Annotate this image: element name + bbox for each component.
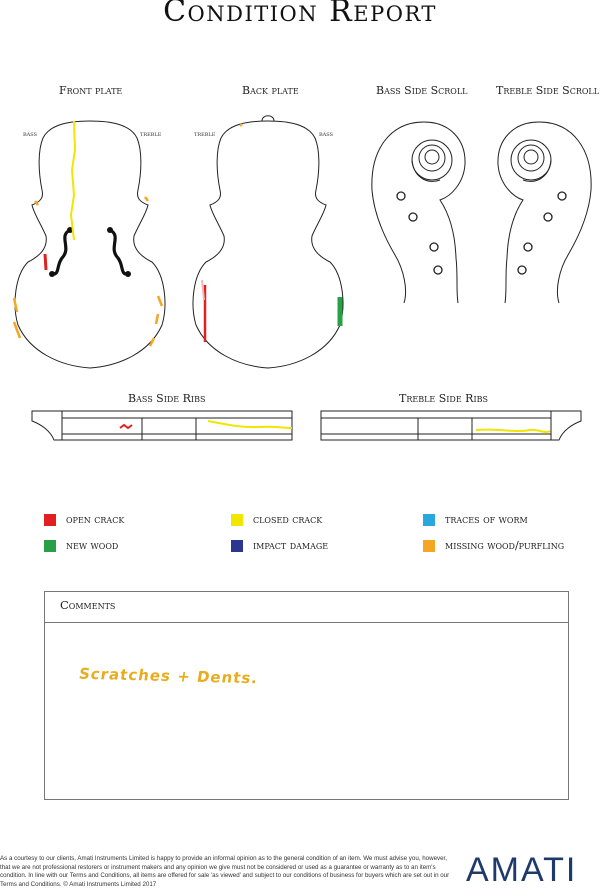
page-title: Condition Report <box>163 0 437 29</box>
legend-missing-wood <box>423 539 564 552</box>
front-missing-wood-left <box>14 298 20 338</box>
back-plate-outline <box>193 116 343 368</box>
back-missing-wood-mark <box>240 124 242 126</box>
comments-heading: Comments <box>45 592 568 623</box>
legend-closed-crack <box>231 513 322 526</box>
bass-ribs-open-crack-mark <box>120 425 132 428</box>
legend-swatch-yellow <box>231 514 243 526</box>
bass-scroll-outline <box>372 122 465 303</box>
footer-disclaimer: As a courtesy to our clients, Amati Instruments Limited is happy to provide an informal opinion as to the general condition of an item. We must advise you, however, that we are not professional restorers or instrument makers and any opinion we give must not be considered or used as a guarantee or warranty as to an item's condition. In line with our Terms and Conditions, all items are offered for sale 'as viewed' and subject to our conditions of business for buyers which are set out in our Terms and Conditions. © Amati Instruments Limited 2017 <box>0 855 450 888</box>
legend-swatch-navy <box>231 540 243 552</box>
comments-handwritten-text: Scratches + Dents. <box>77 664 260 688</box>
back-treble-marker: treble <box>194 130 216 138</box>
legend-swatch-green <box>44 540 56 552</box>
treble-side-ribs-label: Treble Side Ribs <box>399 392 488 405</box>
treble-ribs-closed-crack-mark <box>476 430 550 432</box>
bass-side-ribs <box>32 411 292 440</box>
legend-label: open crack <box>66 513 125 526</box>
bass-side-scroll-label: Bass Side Scroll <box>376 84 468 97</box>
legend-label: missing wood/purfling <box>445 539 565 552</box>
legend-label: traces of worm <box>445 513 528 526</box>
treble-side-ribs <box>321 411 581 440</box>
front-plate-outline <box>15 121 165 368</box>
back-faint-crack <box>202 280 204 300</box>
legend-new-wood <box>44 539 118 552</box>
legend-swatch-red <box>44 514 56 526</box>
front-closed-crack-mark <box>71 121 75 240</box>
back-bass-marker: bass <box>319 130 334 138</box>
bass-side-ribs-label: Bass Side Ribs <box>128 392 206 405</box>
f-holes <box>52 230 128 274</box>
f-hole-ends <box>49 227 131 277</box>
back-plate-label: Back plate <box>242 84 299 97</box>
treble-scroll-outline <box>498 122 591 303</box>
treble-side-scroll-label: Treble Side Scroll <box>496 84 600 97</box>
front-bass-marker: bass <box>23 130 38 138</box>
amati-logo: AMATI <box>466 851 578 889</box>
legend-traces-of-worm <box>423 513 528 526</box>
legend-label: impact damage <box>253 539 329 552</box>
legend-label: new wood <box>66 539 119 552</box>
comments-box <box>44 591 569 800</box>
treble-scroll-peg-holes <box>518 192 566 274</box>
legend-swatch-orange <box>423 540 435 552</box>
legend-label: closed crack <box>253 513 323 526</box>
front-missing-wood-c <box>35 197 148 205</box>
legend-open-crack <box>44 513 124 526</box>
legend-impact-damage <box>231 539 328 552</box>
front-plate-label: Front plate <box>59 84 123 97</box>
legend-swatch-blue <box>423 514 435 526</box>
bass-scroll-peg-holes <box>397 192 442 274</box>
front-treble-marker: treble <box>140 130 162 138</box>
front-open-crack-mark <box>45 254 46 270</box>
front-missing-wood-right <box>150 296 162 346</box>
bass-ribs-closed-crack-mark <box>208 421 292 428</box>
